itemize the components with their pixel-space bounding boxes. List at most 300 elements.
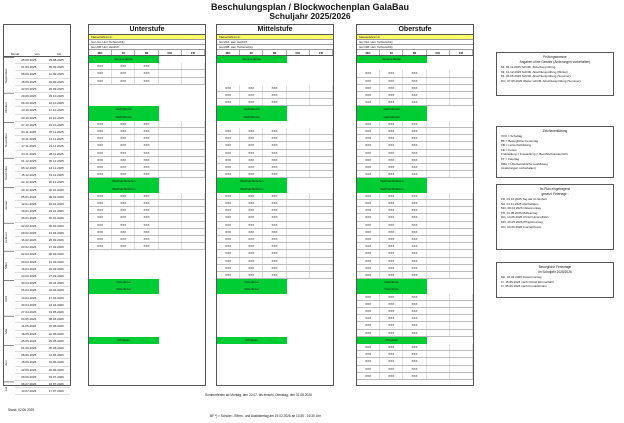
holiday-bar: Osterferien [217,286,287,293]
school-day-mark: XXX [403,193,426,199]
date-row [15,338,70,345]
exam-panel-title: Prüfungstermine [543,55,567,59]
holiday-line: MO, 25.05.2026 Pfingstmontag [501,219,543,224]
school-day-mark: XXX [357,322,380,328]
school-day-mark [287,214,310,220]
school-day-mark: XXX [403,344,426,350]
date-row [15,302,70,309]
week-from: 12.01.2026 [21,202,37,206]
block-title: Oberstufe [357,25,473,35]
school-day-mark [427,301,450,307]
school-day-mark [159,193,182,199]
school-day-mark: XXX [217,135,240,141]
school-day-mark [450,229,473,235]
school-day-mark [182,214,205,220]
week-row [89,229,205,236]
school-day-mark [427,222,450,228]
week-row [357,99,473,106]
school-day-mark: XXX [263,85,286,91]
week-row [89,207,205,214]
date-row [15,64,70,71]
school-day-mark: XXX [380,99,403,105]
exam-line: MI, 06.05.2026 Schriftl. Abschlussprüfung (Sommer) [501,74,571,79]
school-day-mark [159,150,182,156]
school-day-mark: XXX [380,164,403,170]
school-day-mark [310,258,333,264]
exam-line: MI, 10.12.2025 Schriftl. Abschlussprüfung (Winter) [501,69,568,74]
week-to: 03.04.2026 [48,281,64,286]
school-day-mark: XXX [403,373,426,379]
school-day-mark: XXX [403,315,426,321]
school-day-mark [287,92,310,98]
school-day-mark [182,193,205,199]
school-day-mark: XXX [263,258,286,264]
school-day-mark: XXX [403,258,426,264]
school-day-mark [427,99,450,105]
bf-note: BF *) = Schüler-, Eltern- und Ausbildertag am 19.02.2026 ab 13:30 - 16:30 Uhr [210,414,321,418]
week-from: 10.11.2025 [21,137,37,142]
week-row [217,193,333,200]
day-mo: MO [357,50,380,55]
week-from: 02.02.2026 [21,223,37,228]
school-day-mark [427,315,450,321]
week-to: 26.09.2025 [48,86,64,91]
school-day-mark [310,150,333,156]
school-day-mark: XXX [112,157,135,163]
month-label: Januar [4,187,14,223]
school-day-mark [450,214,473,220]
school-day-mark [427,265,450,271]
movable-panel-title: Bewegliche Ferientage [538,265,572,269]
week-row [217,142,333,149]
school-day-mark: XXX [263,99,286,105]
school-day-mark: XXX [263,128,286,134]
date-row [15,115,70,122]
school-day-mark [159,236,182,242]
week-row [217,164,333,171]
date-row [15,165,70,172]
school-day-mark: XXX [135,171,158,177]
week-to: 17.04.2026 [48,295,64,300]
legend-title: Zeichenerklärung [542,129,568,133]
school-day-mark: XXX [380,322,403,328]
block-oberstufe [356,24,474,386]
school-day-mark [287,243,310,249]
school-day-mark: XXX [357,142,380,148]
school-day-mark [450,128,473,134]
date-row [15,79,70,86]
school-day-mark: XXX [263,250,286,256]
school-day-mark: XXX [135,128,158,134]
school-day-mark: XXX [380,351,403,357]
legend-line: ÜBA = Überbetriebliche Ausbildung [501,161,548,166]
school-day-mark [310,272,333,278]
block-unterstufe [88,24,206,386]
block-meta-class-a: Ga U1A: Herr Tschierschky [89,40,205,45]
school-day-mark: XXX [135,222,158,228]
legend-panel [496,126,614,178]
school-day-mark: XXX [217,157,240,163]
date-row [15,86,70,93]
summer-note: Sommerferien ab Montag, den 20.07. bis einschl. Dienstag, den 31.08.2026 [205,393,312,397]
school-day-mark [450,157,473,163]
school-day-mark [159,214,182,220]
week-from: 06.04.2026 [21,288,37,293]
week-to: 29.08.2025 [48,58,64,62]
week-row [89,200,205,207]
school-day-mark: XXX [403,272,426,278]
week-row [89,135,205,142]
school-day-mark: XXX [403,214,426,220]
school-day-mark [310,128,333,134]
week-from: 29.09.2025 [21,94,37,98]
school-day-mark: XXX [357,135,380,141]
week-row [357,92,473,99]
school-day-mark: XXX [357,207,380,213]
school-day-mark [427,236,450,242]
school-day-mark [287,150,310,156]
school-day-mark: XXX [135,70,158,76]
week-row [89,164,205,171]
week-from: 09.03.2026 [21,259,37,264]
week-row [217,222,333,229]
school-day-mark: XXX [380,344,403,350]
school-day-mark [182,135,205,141]
week-row [217,92,333,99]
school-day-mark [427,294,450,300]
week-to: 01.05.2026 [48,310,64,314]
school-day-mark: XXX [403,366,426,372]
school-day-mark [287,207,310,213]
school-day-mark: XXX [112,70,135,76]
week-to: 07.11.2025 [48,130,64,134]
holiday-bar: Osterferien [217,279,287,286]
school-day-mark: XXX [403,164,426,170]
movable-line: Fr, 05.06.2026 nach Fronleichnam [501,284,547,289]
day-di: DI [380,50,403,55]
week-to: 12.06.2026 [48,353,64,358]
week-to: 10.07.2026 [48,382,64,386]
week-row [357,121,473,128]
school-day-mark [450,358,473,364]
school-day-mark: XXX [357,366,380,372]
week-to: 12.12.2025 [48,166,64,170]
school-day-mark: XXX [112,135,135,141]
week-from: 19.01.2026 [21,209,37,214]
school-day-mark [287,222,310,228]
week-row [217,85,333,92]
week-from: 11.05.2026 [21,324,37,329]
school-day-mark: XXX [263,214,286,220]
school-day-mark: XXX [135,207,158,213]
school-day-mark: XXX [357,78,380,84]
school-day-mark: XXX [89,236,112,242]
school-day-mark [427,70,450,76]
week-row [217,236,333,243]
school-day-mark: XXX [380,150,403,156]
school-day-mark [427,272,450,278]
school-day-mark: XXX [380,128,403,134]
month-label: März [4,251,14,280]
school-day-mark: XXX [89,78,112,84]
week-from: 16.03.2026 [21,266,37,271]
school-day-mark [450,250,473,256]
school-day-mark: XXX [380,373,403,379]
school-day-mark: XXX [357,214,380,220]
school-day-mark [427,121,450,127]
school-day-mark [310,229,333,235]
week-from: 05.01.2026 [21,194,37,199]
month-label: Februar [4,223,14,252]
week-row [217,258,333,265]
day-di: DI [240,50,263,55]
school-day-mark: XXX [112,63,135,69]
school-day-mark: XXX [89,222,112,228]
school-day-mark [310,135,333,141]
date-row [15,259,70,266]
block-meta-class-a: Ga M1A: Herr Heidrich [217,40,333,45]
month-label: Juni [4,345,14,381]
school-day-mark: XXX [217,236,240,242]
school-day-mark [427,358,450,364]
day-mi: MI [403,50,426,55]
school-day-mark: XXX [380,207,403,213]
school-day-mark [182,128,205,134]
week-row [357,294,473,301]
school-day-mark: XXX [403,308,426,314]
school-day-mark: XXX [112,121,135,127]
school-day-mark: XXX [89,157,112,163]
date-row [15,266,70,273]
school-day-mark: XXX [403,229,426,235]
school-day-mark [450,308,473,314]
legend-line: FT = Feiertag [501,156,520,161]
school-day-mark: XXX [217,250,240,256]
month-label: Mai [4,316,14,345]
block-meta-label: Klassenlehrer/-in: [357,35,473,40]
school-day-mark [310,243,333,249]
week-from: 13.07.2026 [21,389,37,394]
school-day-mark [427,150,450,156]
school-day-mark [159,171,182,177]
school-day-mark: XXX [357,150,380,156]
school-day-mark: XXX [240,85,263,91]
school-day-mark: XXX [357,301,380,307]
school-day-mark: XXX [263,164,286,170]
school-day-mark: XXX [263,157,286,163]
school-day-mark [182,121,205,127]
school-day-mark: XXX [380,214,403,220]
week-row [357,301,473,308]
week-row [89,128,205,135]
school-day-mark: XXX [380,265,403,271]
school-day-mark [450,222,473,228]
school-day-mark [450,373,473,379]
school-day-mark [427,85,450,91]
week-to: 20.02.2026 [48,238,64,242]
school-day-mark: XXX [240,99,263,105]
school-day-mark: XXX [89,243,112,249]
school-day-mark [310,142,333,148]
holiday-bar: Weihnachtsferien [217,186,287,193]
school-day-mark: XXX [112,142,135,148]
holiday-bar: Herbstferien [217,106,287,113]
school-day-mark: XXX [380,193,403,199]
school-day-mark: XXX [240,258,263,264]
school-day-mark: XXX [357,250,380,256]
day-fr: FR [310,50,333,55]
date-row [15,179,70,186]
school-day-mark: XXX [240,92,263,98]
school-day-mark: XXX [357,200,380,206]
school-day-mark: XXX [403,236,426,242]
week-from: 13.04.2026 [21,295,37,300]
week-row [357,373,473,380]
school-day-mark: XXX [89,200,112,206]
school-day-mark: XXX [217,214,240,220]
school-day-mark: XXX [240,265,263,271]
week-from: 04.05.2026 [21,317,37,322]
date-row [15,323,70,330]
week-from: 03.11.2025 [21,130,37,134]
school-day-mark [310,250,333,256]
school-day-mark [159,157,182,163]
school-day-mark [450,92,473,98]
day-mi: MI [263,50,286,55]
week-from: 22.12.2025 [21,180,37,185]
holiday-line: MO, 06.04.2026 Ostermontag [501,206,541,211]
week-row [357,322,473,329]
school-day-mark: XXX [357,85,380,91]
school-day-mark: XXX [89,70,112,76]
block-meta-class-b: Ga U1B: Herr Heidrich [89,45,205,50]
legend-line: Freistellung = Freistellung z. Berufsschulunterricht [501,152,568,157]
day-mo: MO [89,50,112,55]
week-to: 09.01.2026 [48,194,64,199]
school-day-mark: XXX [240,193,263,199]
school-day-mark [450,236,473,242]
week-to: 23.01.2026 [48,209,64,214]
school-day-mark [427,250,450,256]
week-from: 26.01.2026 [21,216,37,221]
school-day-mark: XXX [240,150,263,156]
month-label: November [4,122,14,158]
school-day-mark [182,243,205,249]
school-day-mark: XXX [217,128,240,134]
school-day-mark: XXX [217,258,240,264]
week-row [217,135,333,142]
school-day-mark [159,70,182,76]
school-day-mark: XXX [357,121,380,127]
holiday-bar: Osterferien [357,279,427,286]
week-to: 19.06.2026 [48,360,64,365]
week-to: 15.05.2026 [48,324,64,329]
school-day-mark [450,258,473,264]
holiday-bar: Weihnachtsferien [357,186,427,193]
school-day-mark [159,128,182,134]
holiday-bar: Weihnachtsferien [357,178,427,185]
school-day-mark [427,135,450,141]
school-day-mark [427,243,450,249]
week-to: 02.01.2026 [48,187,64,192]
school-day-mark [450,164,473,170]
school-day-mark: XXX [357,193,380,199]
school-day-mark [450,207,473,213]
school-day-mark [182,236,205,242]
week-to: 14.11.2025 [48,137,64,142]
school-day-mark: XXX [217,272,240,278]
week-row [357,142,473,149]
week-to: 17.10.2025 [48,108,64,113]
week-from: 09.02.2026 [21,230,37,235]
block-meta-class-a: Ga O1A: Herr Tschierschky [357,40,473,45]
holiday-bar: Pfingsten [217,337,287,344]
week-to: 19.12.2025 [48,173,64,178]
school-day-mark: XXX [357,243,380,249]
block-meta-label: Klassenlehrer/-in: [217,35,333,40]
school-day-mark: XXX [217,193,240,199]
school-day-mark [450,121,473,127]
week-row [89,70,205,77]
holiday-panel [496,184,614,250]
school-day-mark: XXX [217,92,240,98]
week-to: 26.06.2026 [48,367,64,372]
school-day-mark: XXX [217,142,240,148]
week-from: 24.11.2025 [21,151,37,156]
school-day-mark [310,214,333,220]
date-row [15,287,70,294]
exam-line: MI, 05.11.2025 Schriftl. Zwischenprüfung [501,65,556,69]
school-day-mark [159,207,182,213]
school-day-mark [427,157,450,163]
day-fr: FR [182,50,205,55]
school-day-mark: XXX [380,229,403,235]
holiday-bar: Herbstferien [357,106,427,113]
holiday-bar: Herbstferien [357,114,427,121]
week-to: 10.04.2026 [48,288,64,293]
school-day-mark: XXX [357,294,380,300]
school-day-mark [182,164,205,170]
school-day-mark [450,171,473,177]
school-day-mark [287,135,310,141]
school-day-mark: XXX [403,200,426,206]
week-to: 16.01.2026 [48,202,64,206]
week-to: 26.12.2025 [48,180,64,185]
date-row [15,374,70,381]
day-mo: MO [217,50,240,55]
week-row [357,229,473,236]
week-to: 30.01.2026 [48,216,64,221]
date-row [15,129,70,136]
week-from: 29.12.2025 [21,187,37,192]
week-from: 22.09.2025 [21,86,37,91]
school-day-mark: XXX [135,135,158,141]
school-day-mark: XXX [112,128,135,134]
exam-panel [496,52,614,96]
school-day-mark: XXX [89,121,112,127]
week-to: 24.04.2026 [48,302,64,307]
holiday-bar: Herbstferien [89,106,159,113]
school-day-mark: XXX [240,243,263,249]
school-day-mark: XXX [403,322,426,328]
school-day-mark: XXX [380,250,403,256]
holiday-panel-title: Im Plan eingetragene [539,187,571,191]
week-to: 13.02.2026 [48,230,64,235]
school-day-mark: XXX [403,121,426,127]
week-from: 02.03.2026 [21,252,37,257]
week-row [217,250,333,257]
school-day-mark [310,157,333,163]
